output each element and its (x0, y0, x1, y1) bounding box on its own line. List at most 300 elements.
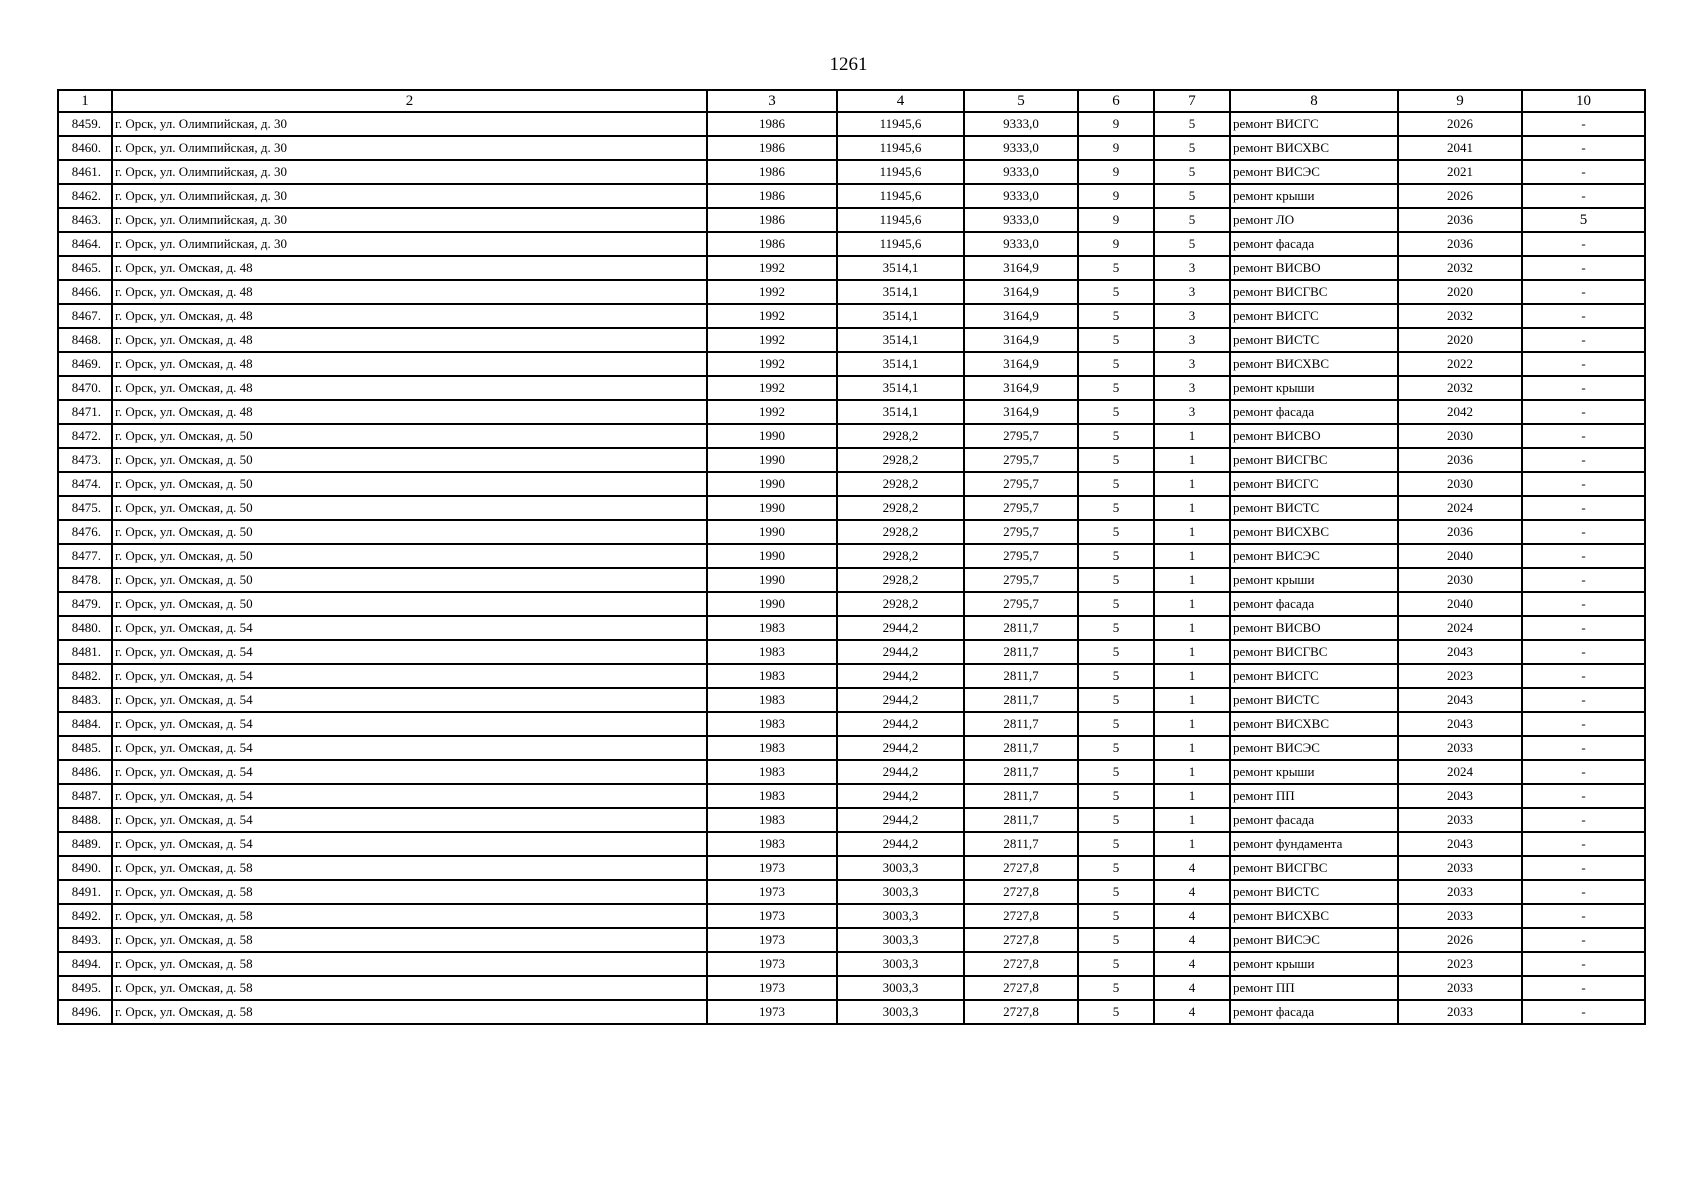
table-row (58, 472, 1645, 496)
cell-entrances: 3 (1154, 400, 1230, 424)
cell-value-10: - (1522, 256, 1645, 280)
cell-planned-year: 2042 (1398, 400, 1522, 424)
cell-value-10: - (1522, 880, 1645, 904)
cell-living-area: 3164,9 (964, 304, 1078, 328)
cell-floors: 5 (1078, 688, 1154, 712)
cell-planned-year: 2024 (1398, 496, 1522, 520)
cell-floors: 5 (1078, 424, 1154, 448)
cell-address: г. Орск, ул. Олимпийская, д. 30 (112, 112, 707, 136)
cell-year-built: 1992 (707, 304, 837, 328)
column-header-2: 2 (112, 90, 707, 112)
cell-floors: 5 (1078, 952, 1154, 976)
cell-floors: 5 (1078, 808, 1154, 832)
cell-address: г. Орск, ул. Омская, д. 54 (112, 808, 707, 832)
cell-year-built: 1983 (707, 688, 837, 712)
cell-work-type: ремонт крыши (1230, 760, 1398, 784)
cell-work-type: ремонт крыши (1230, 376, 1398, 400)
cell-entrances: 5 (1154, 184, 1230, 208)
cell-work-type: ремонт ВИСВО (1230, 616, 1398, 640)
cell-year-built: 1992 (707, 400, 837, 424)
cell-work-type: ремонт ВИСВО (1230, 256, 1398, 280)
table-row (58, 496, 1645, 520)
cell-row-number: 8460. (58, 136, 112, 160)
table-row (58, 184, 1645, 208)
cell-planned-year: 2033 (1398, 736, 1522, 760)
table-row (58, 592, 1645, 616)
cell-planned-year: 2033 (1398, 808, 1522, 832)
cell-floors: 5 (1078, 376, 1154, 400)
cell-row-number: 8461. (58, 160, 112, 184)
column-header-8: 8 (1230, 90, 1398, 112)
cell-value-10: - (1522, 160, 1645, 184)
cell-row-number: 8468. (58, 328, 112, 352)
table-row (58, 520, 1645, 544)
cell-entrances: 3 (1154, 376, 1230, 400)
cell-total-area: 3514,1 (837, 256, 964, 280)
cell-planned-year: 2026 (1398, 184, 1522, 208)
cell-planned-year: 2036 (1398, 208, 1522, 232)
cell-address: г. Орск, ул. Омская, д. 54 (112, 760, 707, 784)
cell-address: г. Орск, ул. Омская, д. 54 (112, 616, 707, 640)
cell-year-built: 1973 (707, 880, 837, 904)
repair-schedule-table (57, 89, 1646, 1025)
cell-living-area: 2727,8 (964, 856, 1078, 880)
cell-row-number: 8465. (58, 256, 112, 280)
cell-value-10: - (1522, 832, 1645, 856)
cell-work-type: ремонт ВИСГС (1230, 304, 1398, 328)
table-row (58, 328, 1645, 352)
cell-living-area: 2727,8 (964, 904, 1078, 928)
cell-row-number: 8493. (58, 928, 112, 952)
cell-value-10: - (1522, 640, 1645, 664)
cell-entrances: 4 (1154, 880, 1230, 904)
cell-living-area: 2727,8 (964, 976, 1078, 1000)
cell-planned-year: 2043 (1398, 832, 1522, 856)
cell-floors: 5 (1078, 400, 1154, 424)
cell-planned-year: 2033 (1398, 880, 1522, 904)
cell-planned-year: 2036 (1398, 448, 1522, 472)
cell-planned-year: 2030 (1398, 472, 1522, 496)
cell-total-area: 3514,1 (837, 328, 964, 352)
cell-living-area: 3164,9 (964, 256, 1078, 280)
cell-entrances: 3 (1154, 280, 1230, 304)
cell-work-type: ремонт ВИСВО (1230, 424, 1398, 448)
cell-floors: 5 (1078, 784, 1154, 808)
cell-value-10: - (1522, 520, 1645, 544)
cell-entrances: 1 (1154, 808, 1230, 832)
cell-work-type: ремонт ВИСТС (1230, 328, 1398, 352)
cell-total-area: 2944,2 (837, 784, 964, 808)
cell-year-built: 1992 (707, 328, 837, 352)
table-row (58, 376, 1645, 400)
cell-year-built: 1973 (707, 952, 837, 976)
cell-total-area: 3003,3 (837, 928, 964, 952)
cell-row-number: 8470. (58, 376, 112, 400)
cell-work-type: ремонт ВИСГВС (1230, 640, 1398, 664)
column-header-5: 5 (964, 90, 1078, 112)
cell-living-area: 2811,7 (964, 712, 1078, 736)
cell-floors: 5 (1078, 760, 1154, 784)
cell-floors: 9 (1078, 184, 1154, 208)
cell-row-number: 8462. (58, 184, 112, 208)
cell-row-number: 8479. (58, 592, 112, 616)
cell-value-10: - (1522, 976, 1645, 1000)
cell-year-built: 1983 (707, 808, 837, 832)
cell-row-number: 8476. (58, 520, 112, 544)
cell-year-built: 1973 (707, 976, 837, 1000)
cell-living-area: 2795,7 (964, 424, 1078, 448)
table-row (58, 760, 1645, 784)
cell-year-built: 1973 (707, 1000, 837, 1024)
cell-total-area: 2928,2 (837, 592, 964, 616)
cell-row-number: 8467. (58, 304, 112, 328)
cell-living-area: 9333,0 (964, 112, 1078, 136)
cell-work-type: ремонт ВИСХВС (1230, 136, 1398, 160)
cell-address: г. Орск, ул. Омская, д. 48 (112, 256, 707, 280)
cell-planned-year: 2032 (1398, 376, 1522, 400)
table-row (58, 904, 1645, 928)
cell-value-10: - (1522, 280, 1645, 304)
cell-address: г. Орск, ул. Омская, д. 50 (112, 496, 707, 520)
cell-entrances: 3 (1154, 256, 1230, 280)
cell-row-number: 8481. (58, 640, 112, 664)
cell-total-area: 11945,6 (837, 136, 964, 160)
cell-total-area: 2928,2 (837, 496, 964, 520)
cell-total-area: 2928,2 (837, 472, 964, 496)
cell-entrances: 1 (1154, 616, 1230, 640)
cell-address: г. Орск, ул. Омская, д. 58 (112, 904, 707, 928)
cell-total-area: 2928,2 (837, 544, 964, 568)
cell-entrances: 5 (1154, 160, 1230, 184)
cell-address: г. Орск, ул. Омская, д. 58 (112, 928, 707, 952)
cell-floors: 5 (1078, 976, 1154, 1000)
cell-address: г. Орск, ул. Омская, д. 50 (112, 568, 707, 592)
table-row (58, 400, 1645, 424)
cell-entrances: 5 (1154, 112, 1230, 136)
cell-row-number: 8488. (58, 808, 112, 832)
cell-value-10: - (1522, 856, 1645, 880)
cell-total-area: 3003,3 (837, 904, 964, 928)
cell-work-type: ремонт ВИСХВС (1230, 352, 1398, 376)
cell-entrances: 4 (1154, 976, 1230, 1000)
cell-entrances: 3 (1154, 352, 1230, 376)
cell-planned-year: 2033 (1398, 904, 1522, 928)
table-row (58, 280, 1645, 304)
cell-row-number: 8463. (58, 208, 112, 232)
cell-entrances: 5 (1154, 208, 1230, 232)
cell-entrances: 1 (1154, 472, 1230, 496)
cell-total-area: 3514,1 (837, 280, 964, 304)
cell-total-area: 3514,1 (837, 304, 964, 328)
cell-planned-year: 2040 (1398, 544, 1522, 568)
cell-row-number: 8478. (58, 568, 112, 592)
cell-work-type: ремонт ВИСГС (1230, 664, 1398, 688)
cell-planned-year: 2043 (1398, 712, 1522, 736)
cell-planned-year: 2041 (1398, 136, 1522, 160)
cell-address: г. Орск, ул. Олимпийская, д. 30 (112, 232, 707, 256)
cell-value-10: - (1522, 952, 1645, 976)
cell-address: г. Орск, ул. Омская, д. 54 (112, 736, 707, 760)
cell-floors: 5 (1078, 856, 1154, 880)
cell-floors: 5 (1078, 616, 1154, 640)
table-row (58, 352, 1645, 376)
table-body (58, 112, 1645, 1024)
cell-floors: 5 (1078, 520, 1154, 544)
cell-value-10: - (1522, 664, 1645, 688)
cell-address: г. Орск, ул. Олимпийская, д. 30 (112, 184, 707, 208)
cell-total-area: 3003,3 (837, 976, 964, 1000)
cell-total-area: 2928,2 (837, 448, 964, 472)
cell-total-area: 2928,2 (837, 424, 964, 448)
table-row (58, 664, 1645, 688)
cell-living-area: 2795,7 (964, 472, 1078, 496)
cell-entrances: 4 (1154, 928, 1230, 952)
cell-floors: 5 (1078, 640, 1154, 664)
cell-row-number: 8473. (58, 448, 112, 472)
cell-entrances: 4 (1154, 856, 1230, 880)
table-row (58, 1000, 1645, 1024)
cell-floors: 9 (1078, 160, 1154, 184)
cell-floors: 5 (1078, 352, 1154, 376)
table-row (58, 880, 1645, 904)
cell-living-area: 2811,7 (964, 808, 1078, 832)
cell-row-number: 8475. (58, 496, 112, 520)
cell-entrances: 1 (1154, 736, 1230, 760)
cell-total-area: 11945,6 (837, 232, 964, 256)
cell-address: г. Орск, ул. Омская, д. 50 (112, 592, 707, 616)
cell-planned-year: 2033 (1398, 976, 1522, 1000)
cell-year-built: 1990 (707, 544, 837, 568)
cell-planned-year: 2024 (1398, 760, 1522, 784)
cell-year-built: 1986 (707, 184, 837, 208)
cell-entrances: 1 (1154, 712, 1230, 736)
cell-year-built: 1992 (707, 376, 837, 400)
cell-living-area: 2811,7 (964, 832, 1078, 856)
cell-planned-year: 2043 (1398, 784, 1522, 808)
cell-total-area: 3003,3 (837, 856, 964, 880)
cell-planned-year: 2021 (1398, 160, 1522, 184)
cell-floors: 9 (1078, 112, 1154, 136)
cell-planned-year: 2036 (1398, 232, 1522, 256)
cell-floors: 5 (1078, 328, 1154, 352)
cell-planned-year: 2020 (1398, 328, 1522, 352)
cell-living-area: 2811,7 (964, 616, 1078, 640)
table-row (58, 136, 1645, 160)
cell-year-built: 1992 (707, 256, 837, 280)
cell-work-type: ремонт ВИСЭС (1230, 160, 1398, 184)
cell-floors: 5 (1078, 544, 1154, 568)
cell-entrances: 5 (1154, 232, 1230, 256)
cell-total-area: 2944,2 (837, 688, 964, 712)
cell-address: г. Орск, ул. Омская, д. 58 (112, 880, 707, 904)
cell-year-built: 1983 (707, 640, 837, 664)
cell-value-10: - (1522, 184, 1645, 208)
cell-year-built: 1992 (707, 280, 837, 304)
table-row (58, 160, 1645, 184)
cell-work-type: ремонт ВИСХВС (1230, 904, 1398, 928)
cell-living-area: 2795,7 (964, 544, 1078, 568)
cell-living-area: 3164,9 (964, 328, 1078, 352)
cell-entrances: 1 (1154, 688, 1230, 712)
cell-work-type: ремонт фасада (1230, 592, 1398, 616)
cell-row-number: 8464. (58, 232, 112, 256)
cell-work-type: ремонт фундамента (1230, 832, 1398, 856)
cell-value-10: - (1522, 472, 1645, 496)
cell-floors: 5 (1078, 712, 1154, 736)
cell-work-type: ремонт крыши (1230, 952, 1398, 976)
column-header-4: 4 (837, 90, 964, 112)
table-row (58, 712, 1645, 736)
cell-total-area: 3003,3 (837, 880, 964, 904)
cell-planned-year: 2022 (1398, 352, 1522, 376)
cell-year-built: 1973 (707, 856, 837, 880)
cell-year-built: 1990 (707, 424, 837, 448)
cell-year-built: 1983 (707, 784, 837, 808)
cell-entrances: 1 (1154, 640, 1230, 664)
cell-living-area: 2811,7 (964, 664, 1078, 688)
cell-floors: 5 (1078, 664, 1154, 688)
cell-year-built: 1990 (707, 448, 837, 472)
cell-living-area: 2727,8 (964, 880, 1078, 904)
cell-address: г. Орск, ул. Омская, д. 54 (112, 712, 707, 736)
cell-entrances: 1 (1154, 544, 1230, 568)
cell-row-number: 8486. (58, 760, 112, 784)
cell-floors: 5 (1078, 448, 1154, 472)
cell-living-area: 2811,7 (964, 784, 1078, 808)
cell-year-built: 1986 (707, 160, 837, 184)
page-number: 1261 (829, 54, 868, 75)
cell-floors: 9 (1078, 232, 1154, 256)
cell-value-10: - (1522, 424, 1645, 448)
cell-address: г. Орск, ул. Омская, д. 58 (112, 976, 707, 1000)
cell-value-10: - (1522, 712, 1645, 736)
cell-total-area: 2944,2 (837, 832, 964, 856)
cell-work-type: ремонт ВИСТС (1230, 880, 1398, 904)
cell-floors: 9 (1078, 208, 1154, 232)
cell-value-10: - (1522, 568, 1645, 592)
cell-value-10: - (1522, 400, 1645, 424)
cell-work-type: ремонт ВИСТС (1230, 496, 1398, 520)
cell-work-type: ремонт ПП (1230, 976, 1398, 1000)
cell-work-type: ремонт ВИСГС (1230, 112, 1398, 136)
cell-entrances: 1 (1154, 784, 1230, 808)
table-row (58, 856, 1645, 880)
table-row (58, 568, 1645, 592)
cell-value-10: - (1522, 688, 1645, 712)
cell-work-type: ремонт ВИСГС (1230, 472, 1398, 496)
cell-row-number: 8496. (58, 1000, 112, 1024)
table-row (58, 736, 1645, 760)
cell-address: г. Орск, ул. Омская, д. 50 (112, 520, 707, 544)
cell-total-area: 3003,3 (837, 1000, 964, 1024)
cell-year-built: 1983 (707, 616, 837, 640)
cell-value-10: - (1522, 1000, 1645, 1024)
cell-work-type: ремонт ВИСГВС (1230, 280, 1398, 304)
cell-work-type: ремонт фасада (1230, 232, 1398, 256)
cell-year-built: 1983 (707, 832, 837, 856)
cell-row-number: 8480. (58, 616, 112, 640)
table-row (58, 304, 1645, 328)
cell-work-type: ремонт крыши (1230, 184, 1398, 208)
cell-row-number: 8466. (58, 280, 112, 304)
cell-floors: 5 (1078, 496, 1154, 520)
cell-address: г. Орск, ул. Омская, д. 50 (112, 472, 707, 496)
cell-living-area: 9333,0 (964, 232, 1078, 256)
cell-value-10: - (1522, 784, 1645, 808)
cell-year-built: 1990 (707, 520, 837, 544)
cell-planned-year: 2026 (1398, 928, 1522, 952)
cell-entrances: 4 (1154, 1000, 1230, 1024)
cell-work-type: ремонт фасада (1230, 400, 1398, 424)
cell-entrances: 4 (1154, 904, 1230, 928)
cell-planned-year: 2023 (1398, 952, 1522, 976)
cell-row-number: 8474. (58, 472, 112, 496)
cell-total-area: 2928,2 (837, 568, 964, 592)
table-row (58, 928, 1645, 952)
cell-planned-year: 2030 (1398, 424, 1522, 448)
cell-living-area: 3164,9 (964, 352, 1078, 376)
cell-total-area: 11945,6 (837, 208, 964, 232)
cell-floors: 9 (1078, 136, 1154, 160)
cell-living-area: 2811,7 (964, 760, 1078, 784)
cell-entrances: 5 (1154, 136, 1230, 160)
cell-value-10: - (1522, 112, 1645, 136)
cell-planned-year: 2024 (1398, 616, 1522, 640)
cell-floors: 5 (1078, 904, 1154, 928)
cell-row-number: 8489. (58, 832, 112, 856)
cell-address: г. Орск, ул. Омская, д. 48 (112, 280, 707, 304)
cell-row-number: 8471. (58, 400, 112, 424)
cell-row-number: 8485. (58, 736, 112, 760)
cell-floors: 5 (1078, 568, 1154, 592)
cell-entrances: 1 (1154, 760, 1230, 784)
cell-year-built: 1986 (707, 112, 837, 136)
table-row (58, 616, 1645, 640)
cell-row-number: 8492. (58, 904, 112, 928)
column-header-9: 9 (1398, 90, 1522, 112)
table-row (58, 784, 1645, 808)
cell-work-type: ремонт ВИСХВС (1230, 520, 1398, 544)
cell-row-number: 8491. (58, 880, 112, 904)
cell-living-area: 2811,7 (964, 688, 1078, 712)
column-header-3: 3 (707, 90, 837, 112)
cell-value-10: - (1522, 544, 1645, 568)
cell-address: г. Орск, ул. Олимпийская, д. 30 (112, 208, 707, 232)
cell-planned-year: 2023 (1398, 664, 1522, 688)
cell-address: г. Орск, ул. Омская, д. 54 (112, 640, 707, 664)
cell-living-area: 2795,7 (964, 496, 1078, 520)
cell-living-area: 2795,7 (964, 448, 1078, 472)
cell-planned-year: 2043 (1398, 688, 1522, 712)
cell-total-area: 11945,6 (837, 160, 964, 184)
cell-work-type: ремонт фасада (1230, 1000, 1398, 1024)
cell-work-type: ремонт фасада (1230, 808, 1398, 832)
table-row (58, 808, 1645, 832)
cell-address: г. Орск, ул. Омская, д. 48 (112, 376, 707, 400)
cell-planned-year: 2030 (1398, 568, 1522, 592)
cell-floors: 5 (1078, 1000, 1154, 1024)
cell-work-type: ремонт ВИСЭС (1230, 544, 1398, 568)
cell-planned-year: 2026 (1398, 112, 1522, 136)
cell-value-10: - (1522, 760, 1645, 784)
cell-address: г. Орск, ул. Омская, д. 50 (112, 448, 707, 472)
cell-row-number: 8495. (58, 976, 112, 1000)
cell-year-built: 1986 (707, 232, 837, 256)
cell-floors: 5 (1078, 832, 1154, 856)
cell-living-area: 3164,9 (964, 400, 1078, 424)
cell-year-built: 1992 (707, 352, 837, 376)
cell-planned-year: 2040 (1398, 592, 1522, 616)
